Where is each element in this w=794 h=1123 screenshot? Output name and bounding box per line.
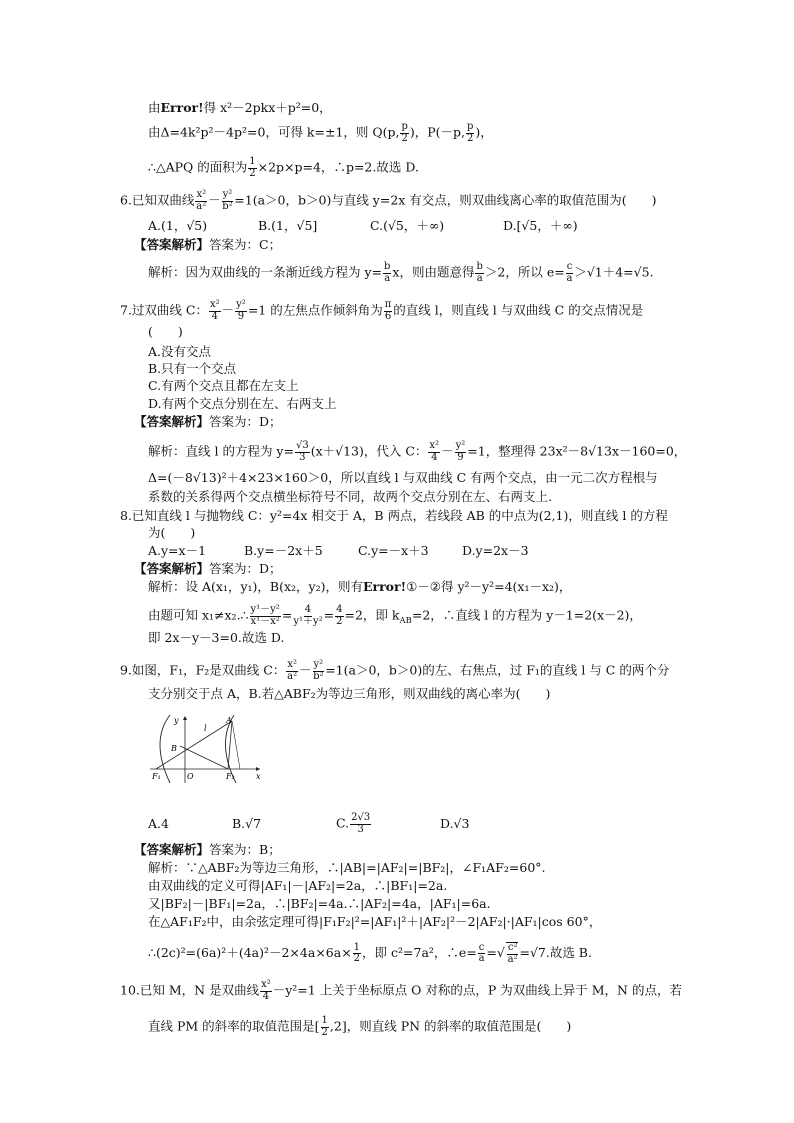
q9-options (148, 813, 469, 835)
q8-explanation-1: 解析：设 A(x₁，y₁)，B(x₂，y₂)，则有Error!①－②得 y²－y²=4(x₁－x₂)， (148, 579, 572, 594)
q7-option-b: B.只有一个交点 (148, 361, 237, 376)
q7-explanation-2: Δ=(－8√13)²＋4×23×160＞0，所以直线 l 与双曲线 C 有两个交点，由一元二次方程根与 (148, 470, 658, 485)
q6-explanation: 解析：因为双曲线的一条渐近线方程为 y= $\frac{b}{a}$ x，则由题意得 $\frac{b}{a}$ ＞2，所以 e= $\frac{c}{a}$ ＞√1＋4=√5. (148, 261, 654, 284)
hyperbola-figure (148, 713, 266, 785)
q9-option-a: A.4 (148, 815, 169, 831)
q7-option-a: A.没有交点 (148, 344, 212, 359)
fig-label-y: y (174, 716, 179, 725)
fig-label-o: O (187, 772, 194, 781)
fig-label-a: A (226, 716, 232, 725)
q10-stem: 10.已知 M，N 是双曲线 $\frac{\text{x²}}{4}$ －y²=1 上关于坐标原点 O 对称的点，P 为双曲线上异于 M，N 的点，若 (120, 979, 682, 1002)
q9-stem: 9.如图，F₁，F₂是双曲线 C： $\frac{\text{x²}}{\text{a²}}$ － $\frac{\text{y²}}{\text{b²}}$ =1(a＞0，b＞0)的左、右焦点，过 F₁的直线 l 与 C 的两个分 (120, 659, 670, 682)
q9-explanation-2: 由双曲线的定义可得|AF₁|－|AF₂|=2a，∴|BF₁|=2a. (148, 878, 448, 893)
q8-option-a: A.y=x－1 (148, 543, 207, 558)
q8-option-b: B.y=－2x＋5 (244, 543, 323, 558)
q6-option-b: B.(1，√5] (258, 218, 318, 233)
fig-label-f2: F₂ (226, 772, 235, 781)
prev-line-2: 由Δ=4k²p²－4p²=0，可得 k=±1，则 Q(p, $\frac{p}{2}$ )，P(－p, $\frac{p}{2}$ )， (148, 121, 493, 144)
left-branch (160, 715, 170, 783)
q9-option-c: C. $\frac{2√3}{3}$ (336, 812, 371, 835)
q9-answer: 【答案解析】答案为：B； (134, 842, 281, 857)
fraction: $\frac{p}{2}$ (401, 121, 408, 144)
q8-explanation-3: 即 2x－y－3=0.故选 D. (148, 630, 285, 645)
q9-explanation-5: ∴(2c)²=(6a)²＋(4a)²－2×4a×6a× $\frac{1}{2}$ ，即 c²=7a²，∴e= $\frac{c}{a}$ =√ $\frac{\text{c²}}{\text{a²}}$ =√7.故选 B. (148, 941, 592, 965)
segment-af2 (228, 721, 232, 769)
q6-option-c: C.(√5，＋∞) (370, 218, 445, 233)
q8-option-c: C.y=－x＋3 (358, 543, 429, 558)
prev-line-3: ∴△APQ 的面积为 $\frac{1}{2}$ ×2p×p=4，∴p=2.故选 D. (148, 156, 419, 179)
q8-explanation-2: 由题可知 x₁≠x₂.∴ $\frac{\text{y¹－y²}}{\text{x¹－x²}}$ = $\frac{4}{\text{y¹＋y²}}$ = $\frac{4}{2}$ =2，即 $k_{AB}=2$，∴直线 l 的方程为 y－1=2(x－2)， (148, 604, 642, 627)
q7-stem: 7.过双曲线 C： $\frac{\text{x²}}{4}$ － $\frac{\text{y²}}{9}$ =1 的左焦点作倾斜角为 $\frac{\pi}{6}$ 的直线 l，则直线 l 与双曲线 C 的交点情况是 (120, 299, 644, 322)
fig-label-l: l (204, 724, 207, 733)
q6-option-a: A.(1，√5) (148, 218, 208, 233)
q7-option-c: C.有两个交点且都在左支上 (148, 378, 299, 393)
q6-answer: 【答案解析】答案为：C； (134, 237, 282, 252)
line-l (156, 721, 232, 769)
q7-paren: ( ) (148, 324, 183, 339)
q7-option-d: D.有两个交点分别在左、右两支上 (148, 396, 337, 411)
q10-stem-2: 直线 PM 的斜率的取值范围是[ $\frac{1}{2}$ ,2]，则直线 PN 的斜率的取值范围是( ) (148, 1015, 572, 1038)
q9-option-b: B.√7 (232, 815, 262, 831)
q9-explanation-4: 在△AF₁F₂中，由余弦定理可得|F₁F₂|²=|AF₁|²＋|AF₂|²－2|AF₂|·|AF₁|cos 60°， (148, 914, 602, 929)
segment-af2-b (232, 721, 240, 769)
q9-stem-2: 支分别交于点 A，B.若△ABF₂为等边三角形，则双曲线的离心率为( ) (148, 686, 551, 701)
fig-label-f1: F₁ (152, 772, 161, 781)
q9-option-d: D.√3 (440, 815, 470, 831)
q9-explanation-3: 又|BF₂|－|BF₁|=2a，∴|BF₂|=4a.∴|AF₂|=4a，|AF₁|=6a. (148, 896, 491, 911)
q8-stem-2: 为( ) (148, 525, 196, 540)
q9-explanation-1: 解析：∵△ABF₂为等边三角形，∴|AB|=|AF₂|=|BF₂|，∠F₁AF₂=60°. (148, 860, 546, 875)
q8-stem: 8.已知直线 l 与抛物线 C：y²=4x 相交于 A，B 两点，若线段 AB 的中点为(2,1)，则直线 l 的方程 (120, 508, 668, 523)
x-axis-arrow (256, 767, 260, 771)
q8-answer: 【答案解析】答案为：D； (134, 561, 282, 576)
y-axis-arrow (183, 716, 187, 720)
q7-answer: 【答案解析】答案为：D； (134, 414, 282, 429)
q6-option-d: D.[√5，＋∞) (503, 218, 578, 233)
fig-label-x: x (256, 772, 261, 781)
fraction: $\frac{p}{2}$ (467, 121, 474, 144)
fraction: $\frac{1}{2}$ (249, 156, 256, 179)
q6-options (148, 220, 578, 233)
prev-line-1: 由Error!得 x²－2pkx＋p²=0， (148, 100, 332, 115)
q6-stem: 6.已知双曲线 $\frac{\text{x²}}{\text{a²}}$ － $\frac{\text{y²}}{\text{b²}}$ =1(a＞0，b＞0)与直线 y=2x 有交点，则双曲线离心率的取值范围为( ) (120, 189, 657, 212)
q7-explanation-3: 系数的关系得两个交点横坐标符号不同，故两个交点分别在左、右两支上. (148, 489, 552, 504)
q8-option-d: D.y=2x－3 (462, 543, 529, 558)
q7-explanation-1: 解析：直线 l 的方程为 y= $\frac{√3}{3}$ (x＋√13)，代入 C： $\frac{\text{x²}}{4}$ － $\frac{\text{y²}}{9}$ =1，整理得 23x²－8√13x－160=0， (148, 440, 687, 463)
fig-label-b: B (171, 744, 177, 753)
q8-options (148, 545, 529, 558)
segment-bf2 (180, 746, 228, 769)
